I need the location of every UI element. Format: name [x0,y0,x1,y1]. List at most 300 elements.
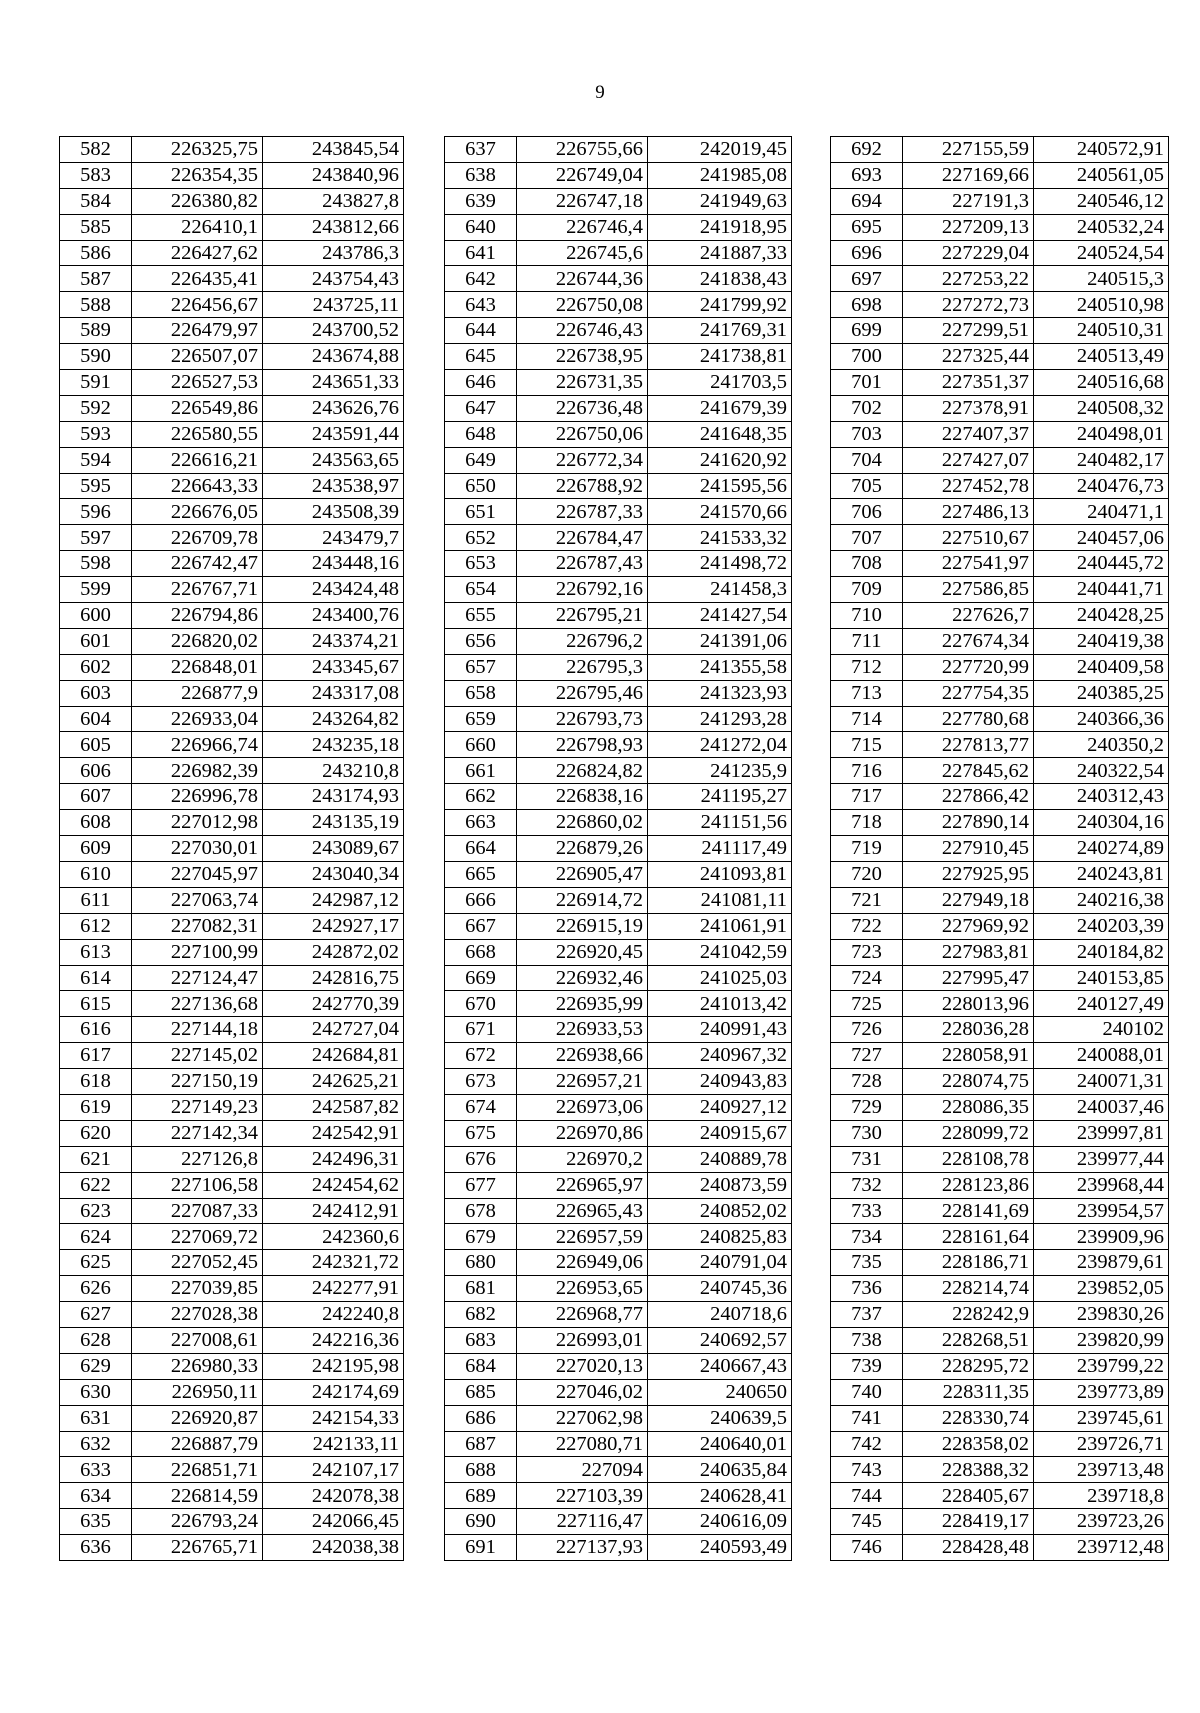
table-row [445,913,792,939]
x-coordinate-cell: 226795,21 [517,603,648,629]
point-number-cell: 649 [445,447,517,473]
table-row [60,965,404,991]
table-row [445,784,792,810]
y-coordinate-cell: 240825,83 [648,1224,792,1250]
x-coordinate-cell: 226993,01 [517,1327,648,1353]
y-coordinate-cell: 240385,25 [1034,680,1169,706]
table-row [60,1276,404,1302]
x-coordinate-cell: 228099,72 [903,1120,1034,1146]
x-coordinate-cell: 227142,34 [132,1120,263,1146]
y-coordinate-cell: 240791,04 [648,1250,792,1276]
point-number-cell: 614 [60,965,132,991]
y-coordinate-cell: 239799,22 [1034,1353,1169,1379]
point-number-cell: 651 [445,499,517,525]
x-coordinate-cell: 227103,39 [517,1483,648,1509]
point-number-cell: 582 [60,137,132,163]
table-row [60,1535,404,1561]
point-number-cell: 695 [831,214,903,240]
y-coordinate-cell: 243651,33 [263,370,404,396]
x-coordinate-cell: 226745,6 [517,240,648,266]
x-coordinate-cell: 226860,02 [517,810,648,836]
x-coordinate-cell: 227087,33 [132,1198,263,1224]
table-row [831,1431,1169,1457]
y-coordinate-cell: 242454,62 [263,1172,404,1198]
y-coordinate-cell: 241703,5 [648,370,792,396]
x-coordinate-cell: 226746,43 [517,318,648,344]
x-coordinate-cell: 226933,53 [517,1017,648,1043]
table-row [60,577,404,603]
table-row [60,1405,404,1431]
x-coordinate-cell: 226749,04 [517,162,648,188]
table-row [445,1509,792,1535]
x-coordinate-cell: 228013,96 [903,991,1034,1017]
point-number-cell: 735 [831,1250,903,1276]
point-number-cell: 730 [831,1120,903,1146]
x-coordinate-cell: 226838,16 [517,784,648,810]
x-coordinate-cell: 226788,92 [517,473,648,499]
point-number-cell: 645 [445,344,517,370]
table-row [831,447,1169,473]
table-row [831,1379,1169,1405]
x-coordinate-cell: 226784,47 [517,525,648,551]
y-coordinate-cell: 239820,99 [1034,1327,1169,1353]
y-coordinate-cell: 242195,98 [263,1353,404,1379]
x-coordinate-cell: 226746,4 [517,214,648,240]
table-row [831,1017,1169,1043]
table-row [831,344,1169,370]
point-number-cell: 709 [831,577,903,603]
y-coordinate-cell: 241355,58 [648,654,792,680]
x-coordinate-cell: 227378,91 [903,395,1034,421]
table-row [60,137,404,163]
point-number-cell: 605 [60,732,132,758]
table-row [831,1069,1169,1095]
y-coordinate-cell: 243538,97 [263,473,404,499]
y-coordinate-cell: 240153,85 [1034,965,1169,991]
y-coordinate-cell: 243786,3 [263,240,404,266]
table-row [60,603,404,629]
table-row [60,1431,404,1457]
y-coordinate-cell: 240667,43 [648,1353,792,1379]
table-row [831,1224,1169,1250]
table-row [60,473,404,499]
table-row [831,1302,1169,1328]
point-number-cell: 624 [60,1224,132,1250]
coordinates-table-1 [59,136,404,1561]
x-coordinate-cell: 228186,71 [903,1250,1034,1276]
x-coordinate-cell: 227155,59 [903,137,1034,163]
x-coordinate-cell: 226325,75 [132,137,263,163]
table-row [445,473,792,499]
x-coordinate-cell: 226820,02 [132,628,263,654]
point-number-cell: 696 [831,240,903,266]
table-row [831,784,1169,810]
point-number-cell: 632 [60,1431,132,1457]
table-row [60,887,404,913]
table-row [445,1172,792,1198]
point-number-cell: 715 [831,732,903,758]
table-row [60,1224,404,1250]
x-coordinate-cell: 226744,36 [517,266,648,292]
y-coordinate-cell: 243089,67 [263,836,404,862]
y-coordinate-cell: 240441,71 [1034,577,1169,603]
table-row [831,318,1169,344]
table-row [60,1327,404,1353]
y-coordinate-cell: 242277,91 [263,1276,404,1302]
y-coordinate-cell: 240312,43 [1034,784,1169,810]
point-number-cell: 593 [60,421,132,447]
y-coordinate-cell: 242216,36 [263,1327,404,1353]
table-row [60,214,404,240]
table-row [60,551,404,577]
x-coordinate-cell: 226905,47 [517,861,648,887]
point-number-cell: 742 [831,1431,903,1457]
y-coordinate-cell: 242816,75 [263,965,404,991]
table-row [60,1172,404,1198]
y-coordinate-cell: 239723,26 [1034,1509,1169,1535]
point-number-cell: 667 [445,913,517,939]
table-row [831,861,1169,887]
point-number-cell: 717 [831,784,903,810]
x-coordinate-cell: 227949,18 [903,887,1034,913]
table-row [831,292,1169,318]
x-coordinate-cell: 227780,68 [903,706,1034,732]
table-row [60,395,404,421]
x-coordinate-cell: 227925,95 [903,861,1034,887]
point-number-cell: 625 [60,1250,132,1276]
table-row [60,939,404,965]
y-coordinate-cell: 241595,56 [648,473,792,499]
table-row [445,214,792,240]
y-coordinate-cell: 243591,44 [263,421,404,447]
y-coordinate-cell: 241887,33 [648,240,792,266]
table-row [445,1094,792,1120]
x-coordinate-cell: 227100,99 [132,939,263,965]
x-coordinate-cell: 227094 [517,1457,648,1483]
y-coordinate-cell: 241117,49 [648,836,792,862]
x-coordinate-cell: 226427,62 [132,240,263,266]
point-number-cell: 692 [831,137,903,163]
y-coordinate-cell: 243563,65 [263,447,404,473]
point-number-cell: 583 [60,162,132,188]
table-row [445,1483,792,1509]
point-number-cell: 608 [60,810,132,836]
x-coordinate-cell: 228123,86 [903,1172,1034,1198]
table-row [445,1043,792,1069]
table-row [60,1509,404,1535]
table-row [60,318,404,344]
table-row [60,654,404,680]
point-number-cell: 656 [445,628,517,654]
y-coordinate-cell: 242770,39 [263,991,404,1017]
table-row [831,421,1169,447]
point-number-cell: 721 [831,887,903,913]
table-row [445,1250,792,1276]
x-coordinate-cell: 226957,59 [517,1224,648,1250]
x-coordinate-cell: 226970,2 [517,1146,648,1172]
table-row [60,370,404,396]
y-coordinate-cell: 240927,12 [648,1094,792,1120]
x-coordinate-cell: 226970,86 [517,1120,648,1146]
point-number-cell: 659 [445,706,517,732]
x-coordinate-cell: 228405,67 [903,1483,1034,1509]
y-coordinate-cell: 241679,39 [648,395,792,421]
point-number-cell: 694 [831,188,903,214]
table-row [831,706,1169,732]
y-coordinate-cell: 241918,95 [648,214,792,240]
y-coordinate-cell: 243235,18 [263,732,404,758]
point-number-cell: 689 [445,1483,517,1509]
table-row [60,240,404,266]
y-coordinate-cell: 241799,92 [648,292,792,318]
table-row [831,939,1169,965]
table-row [831,628,1169,654]
y-coordinate-cell: 240088,01 [1034,1043,1169,1069]
x-coordinate-cell: 227191,3 [903,188,1034,214]
table-row [445,162,792,188]
y-coordinate-cell: 239745,61 [1034,1405,1169,1431]
x-coordinate-cell: 226380,82 [132,188,263,214]
y-coordinate-cell: 240692,57 [648,1327,792,1353]
x-coordinate-cell: 226736,48 [517,395,648,421]
x-coordinate-cell: 227082,31 [132,913,263,939]
x-coordinate-cell: 226793,24 [132,1509,263,1535]
table-row [445,318,792,344]
y-coordinate-cell: 240322,54 [1034,758,1169,784]
x-coordinate-cell: 228214,74 [903,1276,1034,1302]
point-number-cell: 680 [445,1250,517,1276]
table-row [60,1120,404,1146]
point-number-cell: 710 [831,603,903,629]
point-number-cell: 592 [60,395,132,421]
y-coordinate-cell: 242496,31 [263,1146,404,1172]
point-number-cell: 615 [60,991,132,1017]
x-coordinate-cell: 228311,35 [903,1379,1034,1405]
table-row [60,861,404,887]
y-coordinate-cell: 242133,11 [263,1431,404,1457]
table-row [445,1535,792,1561]
table-row [60,758,404,784]
y-coordinate-cell: 243210,8 [263,758,404,784]
y-coordinate-cell: 239830,26 [1034,1302,1169,1328]
x-coordinate-cell: 226914,72 [517,887,648,913]
table-row [831,1120,1169,1146]
y-coordinate-cell: 240650 [648,1379,792,1405]
point-number-cell: 705 [831,473,903,499]
table-row [60,706,404,732]
table-row [831,1509,1169,1535]
coordinates-table-2 [444,136,792,1561]
y-coordinate-cell: 240513,49 [1034,344,1169,370]
x-coordinate-cell: 228388,32 [903,1457,1034,1483]
x-coordinate-cell: 226795,3 [517,654,648,680]
y-coordinate-cell: 243754,43 [263,266,404,292]
x-coordinate-cell: 228242,9 [903,1302,1034,1328]
table-row [445,447,792,473]
table-row [831,810,1169,836]
y-coordinate-cell: 240561,05 [1034,162,1169,188]
x-coordinate-cell: 227149,23 [132,1094,263,1120]
y-coordinate-cell: 239954,57 [1034,1198,1169,1224]
point-number-cell: 744 [831,1483,903,1509]
x-coordinate-cell: 226787,43 [517,551,648,577]
x-coordinate-cell: 226616,21 [132,447,263,473]
x-coordinate-cell: 226765,71 [132,1535,263,1561]
y-coordinate-cell: 241061,91 [648,913,792,939]
point-number-cell: 655 [445,603,517,629]
table-row [445,706,792,732]
table-row [445,1457,792,1483]
y-coordinate-cell: 241533,32 [648,525,792,551]
y-coordinate-cell: 241838,43 [648,266,792,292]
y-coordinate-cell: 240593,49 [648,1535,792,1561]
y-coordinate-cell: 242107,17 [263,1457,404,1483]
x-coordinate-cell: 227069,72 [132,1224,263,1250]
y-coordinate-cell: 243700,52 [263,318,404,344]
y-coordinate-cell: 240216,38 [1034,887,1169,913]
y-coordinate-cell: 240350,2 [1034,732,1169,758]
table-row [445,395,792,421]
y-coordinate-cell: 241620,92 [648,447,792,473]
table-row [445,1379,792,1405]
y-coordinate-cell: 240366,36 [1034,706,1169,732]
table-row [60,1198,404,1224]
point-number-cell: 732 [831,1172,903,1198]
table-row [831,240,1169,266]
point-number-cell: 606 [60,758,132,784]
y-coordinate-cell: 240428,25 [1034,603,1169,629]
x-coordinate-cell: 226966,74 [132,732,263,758]
table-row [831,370,1169,396]
y-coordinate-cell: 241025,03 [648,965,792,991]
table-row [445,836,792,862]
x-coordinate-cell: 226933,04 [132,706,263,732]
y-coordinate-cell: 242684,81 [263,1043,404,1069]
point-number-cell: 643 [445,292,517,318]
x-coordinate-cell: 228358,02 [903,1431,1034,1457]
x-coordinate-cell: 226848,01 [132,654,263,680]
y-coordinate-cell: 241081,11 [648,887,792,913]
table-row [60,1069,404,1095]
table-row [445,732,792,758]
point-number-cell: 621 [60,1146,132,1172]
point-number-cell: 599 [60,577,132,603]
x-coordinate-cell: 226435,41 [132,266,263,292]
x-coordinate-cell: 226580,55 [132,421,263,447]
y-coordinate-cell: 241195,27 [648,784,792,810]
point-number-cell: 595 [60,473,132,499]
y-coordinate-cell: 240419,38 [1034,628,1169,654]
y-coordinate-cell: 242360,6 [263,1224,404,1250]
x-coordinate-cell: 226814,59 [132,1483,263,1509]
point-number-cell: 585 [60,214,132,240]
x-coordinate-cell: 226676,05 [132,499,263,525]
table-row [831,188,1169,214]
y-coordinate-cell: 243448,16 [263,551,404,577]
point-number-cell: 677 [445,1172,517,1198]
y-coordinate-cell: 241093,81 [648,861,792,887]
y-coordinate-cell: 240445,72 [1034,551,1169,577]
x-coordinate-cell: 227351,37 [903,370,1034,396]
x-coordinate-cell: 227983,81 [903,939,1034,965]
y-coordinate-cell: 239718,8 [1034,1483,1169,1509]
x-coordinate-cell: 227209,13 [903,214,1034,240]
y-coordinate-cell: 240037,46 [1034,1094,1169,1120]
x-coordinate-cell: 226996,78 [132,784,263,810]
x-coordinate-cell: 226938,66 [517,1043,648,1069]
x-coordinate-cell: 226949,06 [517,1250,648,1276]
x-coordinate-cell: 226549,86 [132,395,263,421]
y-coordinate-cell: 243812,66 [263,214,404,240]
table-row [60,344,404,370]
point-number-cell: 688 [445,1457,517,1483]
point-number-cell: 663 [445,810,517,836]
point-number-cell: 673 [445,1069,517,1095]
x-coordinate-cell: 227145,02 [132,1043,263,1069]
y-coordinate-cell: 242872,02 [263,939,404,965]
point-number-cell: 687 [445,1431,517,1457]
x-coordinate-cell: 226915,19 [517,913,648,939]
x-coordinate-cell: 227030,01 [132,836,263,862]
point-number-cell: 707 [831,525,903,551]
point-number-cell: 669 [445,965,517,991]
table-row [831,1405,1169,1431]
y-coordinate-cell: 243845,54 [263,137,404,163]
x-coordinate-cell: 228419,17 [903,1509,1034,1535]
point-number-cell: 653 [445,551,517,577]
y-coordinate-cell: 240071,31 [1034,1069,1169,1095]
point-number-cell: 638 [445,162,517,188]
y-coordinate-cell: 240889,78 [648,1146,792,1172]
point-number-cell: 664 [445,836,517,862]
point-number-cell: 631 [60,1405,132,1431]
x-coordinate-cell: 227407,37 [903,421,1034,447]
table-row [445,1353,792,1379]
point-number-cell: 665 [445,861,517,887]
point-number-cell: 746 [831,1535,903,1561]
x-coordinate-cell: 228036,28 [903,1017,1034,1043]
x-coordinate-cell: 227866,42 [903,784,1034,810]
y-coordinate-cell: 240943,83 [648,1069,792,1095]
y-coordinate-cell: 241769,31 [648,318,792,344]
y-coordinate-cell: 240991,43 [648,1017,792,1043]
point-number-cell: 739 [831,1353,903,1379]
table-row [60,499,404,525]
y-coordinate-cell: 243374,21 [263,628,404,654]
y-coordinate-cell: 243424,48 [263,577,404,603]
x-coordinate-cell: 226507,07 [132,344,263,370]
y-coordinate-cell: 241013,42 [648,991,792,1017]
point-number-cell: 731 [831,1146,903,1172]
point-number-cell: 628 [60,1327,132,1353]
point-number-cell: 635 [60,1509,132,1535]
point-number-cell: 644 [445,318,517,344]
y-coordinate-cell: 241498,72 [648,551,792,577]
point-number-cell: 604 [60,706,132,732]
y-coordinate-cell: 242321,72 [263,1250,404,1276]
point-number-cell: 729 [831,1094,903,1120]
point-number-cell: 672 [445,1043,517,1069]
x-coordinate-cell: 227020,13 [517,1353,648,1379]
point-number-cell: 626 [60,1276,132,1302]
table-row [445,525,792,551]
table-row [445,603,792,629]
x-coordinate-cell: 226787,33 [517,499,648,525]
x-coordinate-cell: 226747,18 [517,188,648,214]
point-number-cell: 701 [831,370,903,396]
x-coordinate-cell: 227106,58 [132,1172,263,1198]
table-row [831,1276,1169,1302]
